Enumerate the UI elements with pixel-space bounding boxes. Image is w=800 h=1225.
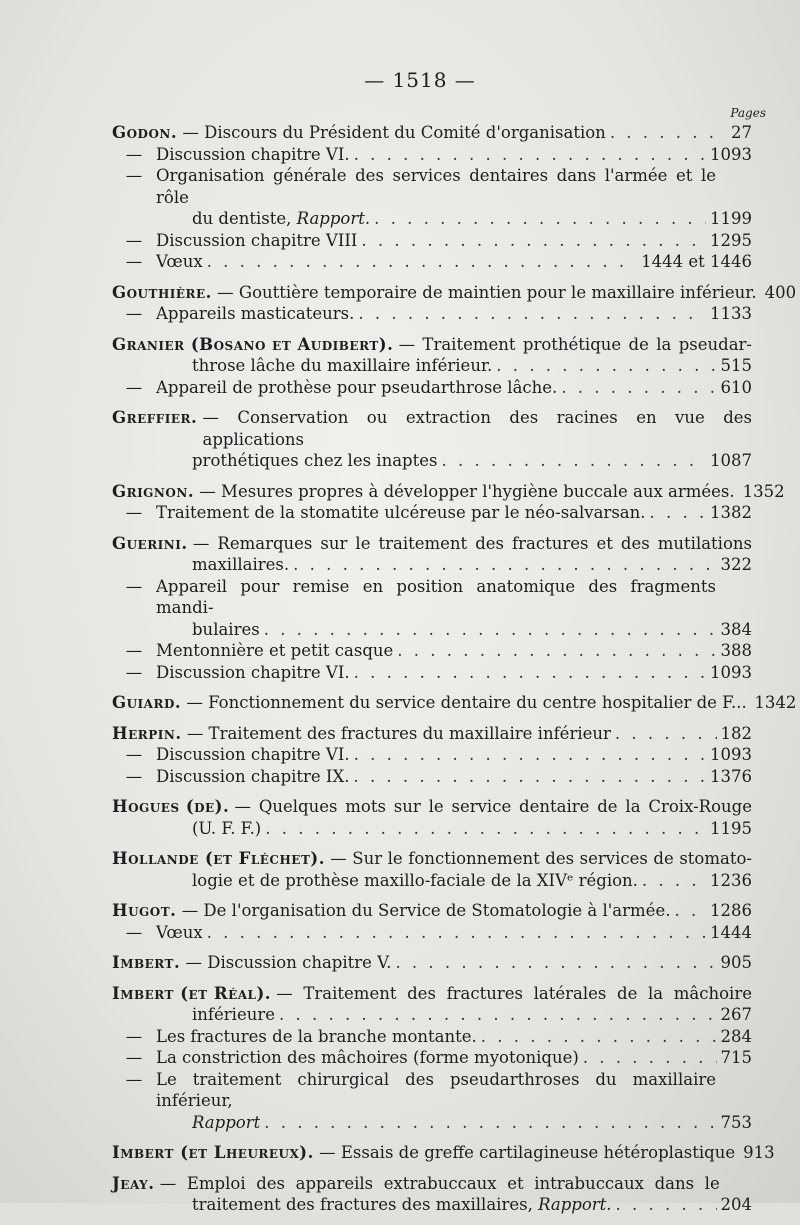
index-line — [112, 818, 752, 840]
index-line — [112, 796, 752, 818]
author-name: Gouthière. — [112, 282, 212, 302]
dot-leader — [496, 355, 716, 377]
index-entry — [112, 533, 752, 684]
entry-title — [399, 334, 752, 356]
entry-text: Les fractures de la branche montante. — [156, 1026, 477, 1046]
page-reference: 1382 — [710, 503, 752, 522]
entry-title — [156, 1047, 579, 1069]
pages-column-label: Pages — [730, 106, 766, 120]
dot-leader — [650, 502, 707, 524]
entry-title — [156, 1026, 477, 1048]
dot-leader — [481, 1026, 717, 1048]
entry-text: — Discussion chapitre V. — [185, 953, 392, 972]
index-line — [112, 1047, 752, 1069]
entry-text: — Gouttière temporaire de maintien pour le maxillaire inférieur. — [217, 282, 757, 302]
dot-leader — [354, 662, 706, 684]
author-name: Granier (Bosano et Audibert). — [112, 334, 394, 354]
index-entry — [112, 282, 797, 325]
page-reference: 515 — [720, 356, 752, 375]
index-line — [112, 1173, 752, 1195]
author-name: Greffier. — [112, 408, 198, 427]
entry-title — [192, 870, 638, 892]
index-line — [112, 481, 785, 503]
dot-leader — [610, 122, 720, 144]
dot-leader — [441, 450, 706, 472]
author-name: Hogues (de). — [112, 797, 230, 816]
entry-text: logie et de prothèse maxillo-faciale de la XIVᵉ région. — [192, 870, 638, 890]
entry-text: Vœux — [156, 922, 203, 942]
page-reference: 1444 et 1446 — [641, 252, 752, 271]
entry-text: Discussion chapitre VI. — [156, 144, 350, 164]
index-entry — [112, 1142, 775, 1164]
entry-text: — Quelques mots sur le service dentaire de la Croix-Rouge — [234, 797, 752, 816]
entry-text: — Traitement des fractures latérales de la mâchoire — [276, 983, 752, 1003]
entry-text: Organisation générale des services dentaires dans l'armée et le rôle — [156, 166, 716, 207]
dot-leader — [207, 922, 706, 944]
report-label: Rapport. — [296, 209, 371, 228]
index-line — [112, 502, 752, 524]
entry-title — [192, 818, 261, 840]
entry-title — [330, 848, 752, 870]
ditto-dash: — — [125, 922, 143, 942]
index-line — [112, 983, 752, 1005]
ditto-dash: — — [125, 641, 143, 660]
ditto-dash: — — [125, 144, 143, 164]
author-name: Grignon. — [112, 481, 195, 501]
entry-text: Appareil de prothèse pour pseudarthrose lâche. — [156, 377, 558, 397]
page-reference: 1295 — [710, 230, 752, 250]
entry-text: — Traitement des fractures du maxillaire inférieur — [186, 723, 611, 743]
index-line — [112, 1026, 752, 1048]
entry-text: — Traitement prothétique de la pseudar- — [398, 334, 752, 354]
page-reference: 1352 — [742, 481, 785, 501]
author-name: Herpin. — [112, 723, 182, 743]
entry-title — [156, 165, 716, 208]
ditto-dash: — — [125, 377, 143, 397]
entry-title — [156, 922, 203, 944]
page-reference: 1444 — [710, 922, 752, 942]
entry-title — [192, 1194, 612, 1216]
author-name: Imbert (et Lheureux). — [112, 1143, 314, 1162]
dot-leader — [264, 1112, 716, 1134]
dot-leader — [358, 303, 706, 325]
author-name: Jeay. — [112, 1173, 155, 1193]
index-line — [112, 848, 752, 870]
entry-title — [156, 251, 203, 273]
page-reference: 1093 — [710, 144, 752, 164]
page-reference: 610 — [720, 377, 752, 397]
entry-text: Vœux — [156, 252, 203, 271]
index-line — [112, 900, 752, 922]
index-line — [112, 165, 752, 208]
author-name: Guerini. — [112, 533, 188, 553]
entry-title — [160, 1173, 720, 1195]
entry-text: (U. F. F.) — [192, 818, 262, 838]
entry-text: Discussion chapitre VI. — [156, 662, 350, 682]
entry-title — [186, 692, 746, 714]
entry-title — [156, 502, 646, 524]
page-reference: 1087 — [710, 451, 752, 470]
dot-leader — [397, 640, 716, 662]
entry-text: traitement des fractures des maxillaires, — [192, 1195, 533, 1214]
ditto-dash: — — [125, 304, 143, 323]
entry-title — [156, 662, 350, 684]
index-line — [112, 355, 752, 377]
dot-leader — [583, 1047, 717, 1069]
dot-leader — [561, 377, 716, 399]
index-line — [112, 407, 752, 450]
entry-text: — Essais de greffe cartilagineuse hétéroplastique — [319, 1143, 736, 1162]
entry-text: inférieure — [192, 1005, 275, 1024]
page-reference: 322 — [720, 555, 752, 574]
page-reference: 1199 — [710, 209, 752, 228]
entry-title — [182, 900, 671, 922]
index-line — [112, 377, 752, 399]
dot-leader — [353, 766, 706, 788]
index-entry — [112, 334, 752, 399]
dot-leader — [293, 554, 716, 576]
index-line — [112, 282, 797, 304]
entry-title — [192, 554, 289, 576]
page-reference: 913 — [743, 1143, 775, 1162]
dot-leader — [354, 144, 706, 166]
dot-leader — [361, 230, 706, 252]
page-reference: 204 — [720, 1195, 752, 1214]
author-name: Godon. — [112, 123, 178, 142]
entry-text: Appareil pour remise en position anatomique des fragments mandi- — [156, 576, 716, 617]
page-reference: 1133 — [710, 304, 752, 323]
index-entry — [112, 407, 752, 472]
index-line — [112, 662, 752, 684]
index-entry — [112, 983, 752, 1134]
ditto-dash: — — [125, 662, 143, 682]
entry-text: La constriction des mâchoires (forme myotonique) — [156, 1048, 579, 1067]
entry-title — [217, 282, 756, 304]
entry-title — [187, 723, 611, 745]
author-name: Imbert. — [112, 953, 181, 972]
index-line — [112, 1142, 775, 1164]
index-line — [112, 576, 752, 619]
entry-text: Discussion chapitre VIII — [156, 230, 358, 250]
report-label: Rapport. — [538, 1195, 612, 1214]
ditto-dash: — — [125, 503, 143, 522]
index-entry — [112, 1173, 752, 1216]
index-line — [112, 554, 752, 576]
index-line — [112, 1069, 752, 1112]
dot-leader — [395, 952, 716, 974]
dot-leader — [279, 1004, 717, 1026]
entry-text: maxillaires. — [192, 555, 290, 574]
page-reference: 715 — [720, 1048, 752, 1067]
page-reference: 905 — [720, 953, 752, 972]
page-reference: 27 — [731, 123, 752, 142]
ditto-dash: — — [125, 1026, 143, 1046]
entry-title — [193, 533, 752, 555]
ditto-dash: — — [125, 745, 143, 764]
page-reference: 400 — [764, 282, 797, 302]
ditto-dash: — — [125, 1048, 143, 1067]
dot-leader — [374, 208, 706, 230]
ditto-dash: — — [125, 230, 143, 250]
index-line — [112, 952, 752, 974]
index-line — [112, 144, 752, 166]
ditto-dash: — — [125, 166, 143, 185]
entry-title — [156, 144, 350, 166]
entry-title — [319, 1142, 735, 1164]
page-reference: 753 — [720, 1112, 752, 1132]
entry-title — [192, 619, 260, 641]
entry-title — [156, 576, 716, 619]
entry-text: throse lâche du maxillaire inférieur. — [192, 356, 493, 375]
entry-title — [234, 796, 752, 818]
entry-text: — Conservation ou extraction des racines en vue des applications — [202, 408, 752, 449]
author-name: Hollande (et Fléchet). — [112, 849, 325, 868]
author-name: Guiard. — [112, 693, 182, 712]
entry-text: Mentonnière et petit casque — [156, 641, 394, 660]
dot-leader — [616, 1194, 717, 1216]
index-line — [112, 744, 752, 766]
page-reference: 1286 — [710, 901, 752, 920]
page-reference: 1195 — [710, 818, 752, 838]
entry-title — [156, 230, 357, 252]
entry-text: — Mesures propres à développer l'hygiène buccale aux armées. — [199, 481, 735, 501]
index-line — [112, 922, 752, 944]
entry-text: du dentiste, — [192, 209, 292, 228]
index-list — [112, 122, 797, 1225]
index-line — [112, 230, 752, 252]
entry-text: Appareils masticateurs. — [156, 304, 355, 323]
page-reference: 267 — [720, 1005, 752, 1024]
entry-title — [192, 1004, 275, 1026]
index-entry — [112, 122, 752, 273]
index-line — [112, 1112, 752, 1134]
index-entry — [112, 723, 752, 788]
page-reference: 284 — [720, 1026, 752, 1046]
entry-title — [185, 952, 391, 974]
dot-leader — [642, 870, 706, 892]
index-line — [112, 334, 752, 356]
page-reference: 182 — [720, 723, 752, 743]
dot-leader — [615, 723, 717, 745]
entry-text: — Emploi des appareils extrabuccaux et intrabuccaux dans le — [159, 1173, 720, 1193]
entry-text: — Remarques sur le traitement des fractures et des mutilations — [192, 533, 752, 553]
entry-title — [192, 1112, 260, 1134]
index-line — [112, 766, 752, 788]
entry-title — [192, 450, 437, 472]
page-reference: 388 — [720, 641, 752, 660]
index-line — [112, 533, 752, 555]
index-line — [112, 208, 752, 230]
index-entry — [112, 952, 752, 974]
entry-text: prothétiques chez les inaptes — [192, 451, 438, 470]
index-line — [112, 870, 752, 892]
entry-title — [156, 1069, 716, 1112]
author-name: Imbert (et Réal). — [112, 983, 272, 1003]
index-entry — [112, 692, 797, 714]
dot-leader — [264, 619, 717, 641]
page-reference: 1093 — [710, 745, 752, 764]
author-name: Hugot. — [112, 901, 177, 920]
index-line — [112, 640, 752, 662]
entry-title — [156, 744, 350, 766]
entry-title — [156, 303, 354, 325]
ditto-dash: — — [125, 1069, 143, 1089]
entry-title — [182, 122, 605, 144]
dot-leader — [674, 900, 706, 922]
index-entry — [112, 900, 752, 943]
entry-title — [156, 640, 393, 662]
index-entry — [112, 481, 785, 524]
page-reference: 1236 — [710, 870, 752, 890]
entry-text: Traitement de la stomatite ulcéreuse par le néo-salvarsan. — [156, 503, 646, 522]
index-line — [112, 450, 752, 472]
index-line — [112, 303, 752, 325]
dot-leader — [354, 744, 706, 766]
index-line — [112, 1194, 752, 1216]
dot-leader — [265, 818, 706, 840]
page-reference: 1342 — [754, 693, 797, 712]
entry-text: Discussion chapitre IX. — [156, 766, 350, 786]
entry-title — [202, 407, 752, 450]
entry-text: — Fonctionnement du service dentaire du centre hospitalier de F... — [186, 693, 747, 712]
index-line — [112, 122, 752, 144]
entry-title — [276, 983, 752, 1005]
index-entry — [112, 796, 752, 839]
entry-title — [192, 355, 492, 377]
entry-text: Le traitement chirurgical des pseudarthroses du maxillaire inférieur, — [156, 1069, 716, 1110]
index-line — [112, 619, 752, 641]
ditto-dash: — — [125, 766, 143, 786]
entry-text: — Sur le fonctionnement des services de stomato- — [330, 849, 752, 868]
entry-title — [192, 208, 370, 230]
ditto-dash: — — [125, 576, 143, 596]
entry-title — [156, 766, 349, 788]
page-reference: 1376 — [710, 766, 752, 786]
entry-text: Discussion chapitre VI. — [156, 745, 350, 764]
entry-text: bulaires — [192, 619, 260, 639]
page-reference: 1093 — [710, 662, 752, 682]
index-line — [112, 251, 752, 273]
report-label: Rapport — [192, 1112, 261, 1132]
entry-title — [199, 481, 734, 503]
index-entry — [112, 848, 752, 891]
page-reference: 384 — [720, 619, 752, 639]
dot-leader — [207, 251, 637, 273]
entry-title — [156, 377, 557, 399]
entry-text: — Discours du Président du Comité d'organisation — [182, 123, 606, 142]
ditto-dash: — — [125, 252, 143, 271]
index-line — [112, 1004, 752, 1026]
index-line — [112, 723, 752, 745]
index-line — [112, 692, 797, 714]
entry-text: — De l'organisation du Service de Stomatologie à l'armée. — [181, 901, 671, 920]
page-number: — 1518 — — [364, 68, 476, 92]
